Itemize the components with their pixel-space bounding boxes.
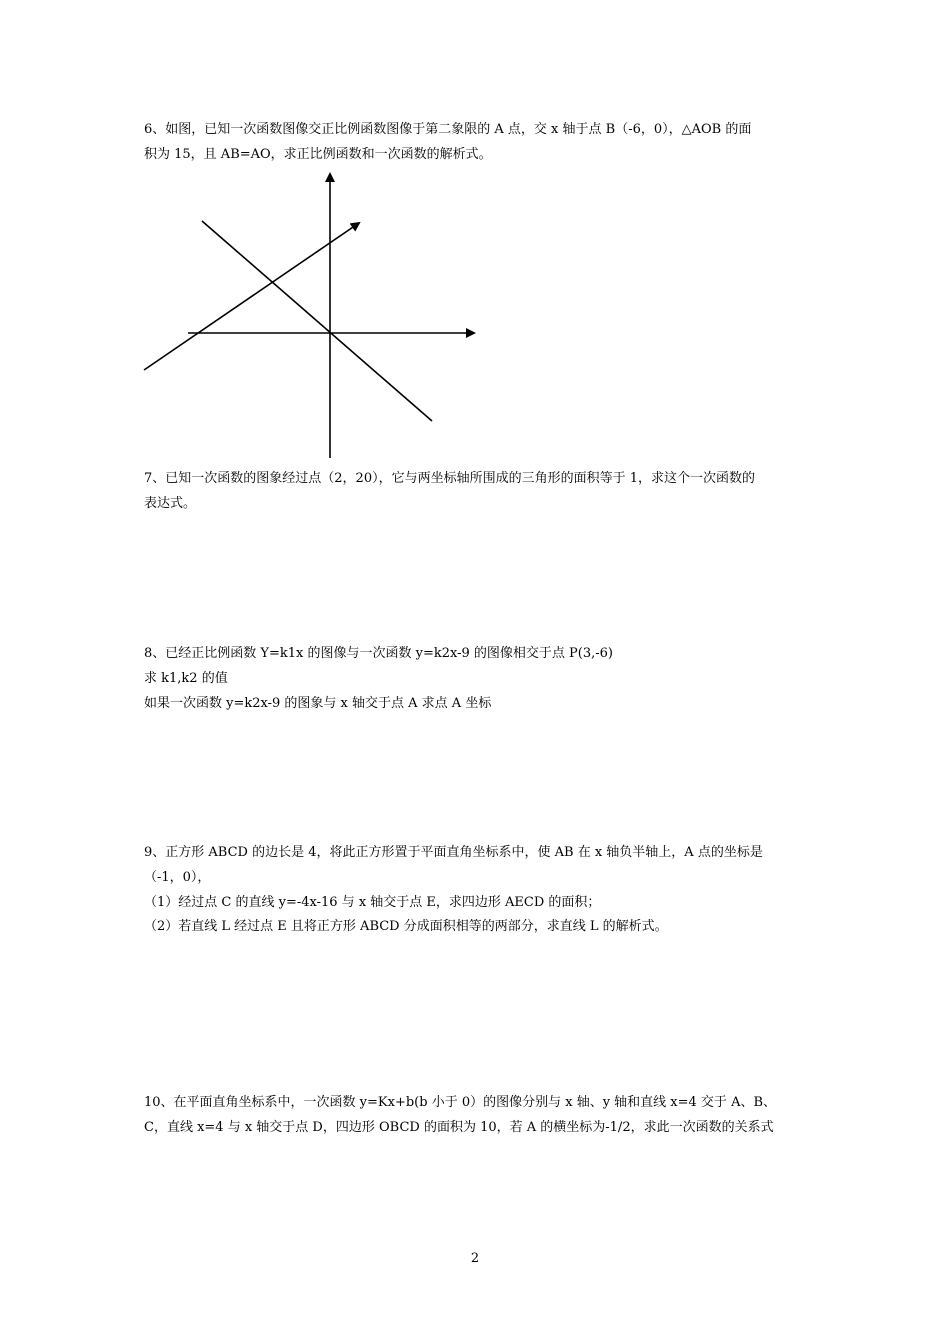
coordinate-figure <box>140 166 485 462</box>
problem-6-line-2: 积为 15，且 AB=AO，求正比例函数和一次函数的解析式。 <box>144 147 492 162</box>
problem-8-line-3: 如果一次函数 y=k2x-9 的图象与 x 轴交于点 A 求点 A 坐标 <box>144 696 492 711</box>
problem-7-line-1: 7、已知一次函数的图象经过点（2，20），它与两坐标轴所围成的三角形的面积等于 1，求这个一次函数的 <box>144 471 755 486</box>
problem-8-line-1: 8、已经正比例函数 Y=k1x 的图像与一次函数 y=k2x-9 的图像相交于点 P(3,-6) <box>144 646 613 661</box>
problem-10-line-1: 10、在平面直角坐标系中，一次函数 y=Kx+b(b 小于 0）的图像分别与 x 轴、y 轴和直线 x=4 交于 A、B、 <box>144 1095 777 1110</box>
problem-9-line-3: （1）经过点 C 的直线 y=-4x-16 与 x 轴交于点 E，求四边形 AECD 的面积； <box>144 895 601 910</box>
problem-9-line-2: （-1，0）， <box>144 870 211 885</box>
problem-7-line-2: 表达式。 <box>144 496 197 511</box>
problem-10-line-2: C，直线 x=4 与 x 轴交于点 D，四边形 OBCD 的面积为 10，若 A 的横坐标为-1/2，求此一次函数的关系式 <box>144 1120 774 1135</box>
problem-6-line-1: 6、如图，已知一次函数图像交正比例函数图像于第二象限的 A 点，交 x 轴于点 B（-6，0），△AOB 的面 <box>144 122 752 137</box>
problem-9-line-4: （2）若直线 L 经过点 E 且将正方形 ABCD 分成面积相等的两部分，求直线 L 的解析式。 <box>144 919 668 934</box>
problem-8-line-2: 求 k1,k2 的值 <box>144 671 228 686</box>
linear-function-line <box>144 223 359 370</box>
page-number: 2 <box>470 1251 480 1266</box>
problem-9-line-1: 9、正方形 ABCD 的边长是 4，将此正方形置于平面直角坐标系中，使 AB 在 x 轴负半轴上，A 点的坐标是 <box>144 845 763 860</box>
